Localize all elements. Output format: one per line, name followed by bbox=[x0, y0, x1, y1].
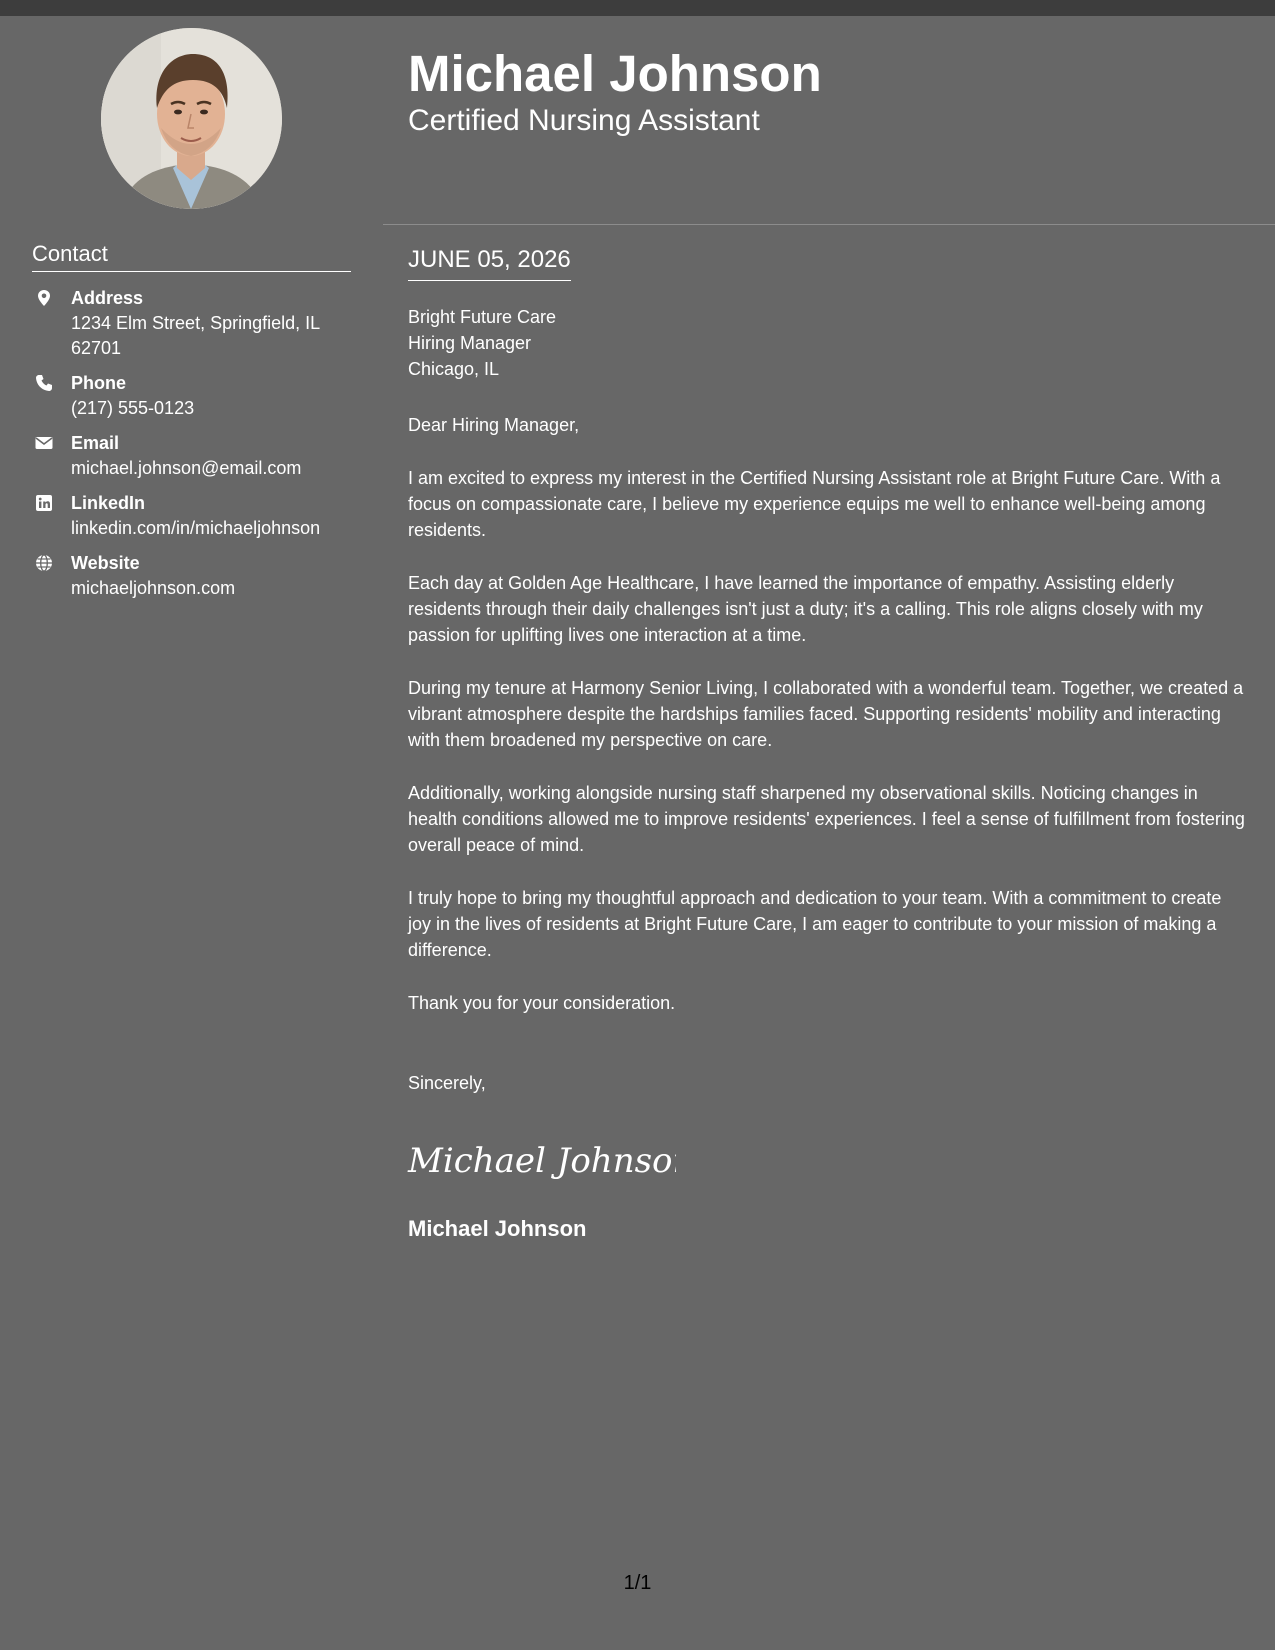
handwritten-signature bbox=[406, 1128, 676, 1190]
contact-label: LinkedIn bbox=[71, 493, 146, 513]
recipient-title: Hiring Manager bbox=[408, 333, 532, 353]
salutation: Dear Hiring Manager, bbox=[408, 415, 580, 435]
contact-heading: Contact bbox=[32, 240, 351, 272]
recipient-company: Bright Future Care bbox=[408, 307, 557, 327]
applicant-name: Michael Johnson bbox=[408, 45, 822, 102]
envelope-icon bbox=[35, 434, 53, 452]
signer-name: Michael Johnson bbox=[408, 1216, 587, 1241]
letter-body bbox=[408, 412, 1246, 1043]
body-paragraph: I am excited to express my interest in the Certified Nursing Assistant role at Bright Future Care. With a focus on compassionate care, I believe my experience equips me well to enhance well-being among residents. bbox=[408, 468, 1221, 540]
job-title: Certified Nursing Assistant bbox=[408, 104, 760, 137]
closing-line: Sincerely, bbox=[408, 1073, 486, 1093]
body-paragraph: Each day at Golden Age Healthcare, I have learned the importance of empathy. Assisting elderly residents through their daily challenges isn't just a duty; it's a calling. This role aligns closely with my passion for uplifting lives one interaction at a time. bbox=[408, 573, 1203, 645]
window-top-bar bbox=[0, 0, 1275, 16]
contact-item-address bbox=[32, 286, 362, 361]
body-paragraph: During my tenure at Harmony Senior Living, I collaborated with a wonderful team. Together, we created a vibrant atmosphere despite the hardships families faced. Supporting residents' mobility and interacting with them broadened my perspective on care. bbox=[408, 678, 1244, 750]
phone-icon bbox=[35, 374, 53, 392]
recipient-location: Chicago, IL bbox=[408, 359, 500, 379]
website-value: michaeljohnson.com bbox=[71, 578, 236, 598]
cover-letter-page bbox=[0, 16, 1275, 1650]
contact-label: Email bbox=[71, 433, 120, 453]
header-divider bbox=[383, 224, 1275, 225]
contact-item-linkedin bbox=[32, 491, 362, 541]
body-paragraph: I truly hope to bring my thoughtful approach and dedication to your team. With a commitment to create joy in the lives of residents at Bright Future Care, I am eager to contribute to your mission of making a difference. bbox=[408, 888, 1222, 960]
signature-text: Michael Johnson bbox=[408, 1141, 676, 1181]
globe-icon bbox=[35, 554, 53, 572]
linkedin-icon bbox=[35, 494, 53, 512]
location-pin-icon bbox=[35, 289, 53, 307]
letter-date: JUNE 05, 2026 bbox=[408, 244, 571, 281]
contact-list bbox=[32, 286, 362, 611]
address-value: 1234 Elm Street, Springfield, IL 62701 bbox=[71, 313, 320, 358]
email-value: michael.johnson@email.com bbox=[71, 458, 302, 478]
contact-item-email bbox=[32, 431, 362, 481]
contact-item-phone bbox=[32, 371, 362, 421]
recipient-block bbox=[408, 304, 556, 382]
linkedin-value: linkedin.com/in/michaeljohnson bbox=[71, 518, 321, 538]
page-indicator: 1/1 bbox=[623, 1572, 652, 1594]
thanks-line: Thank you for your consideration. bbox=[408, 993, 676, 1013]
body-paragraph: Additionally, working alongside nursing staff sharpened my observational skills. Noticing changes in health conditions allowed me to improve residents' experiences. I feel a sense of fulfillment from fostering overall peace of mind. bbox=[408, 783, 1245, 855]
phone-value: (217) 555-0123 bbox=[71, 398, 195, 418]
contact-item-website bbox=[32, 551, 362, 601]
contact-label: Website bbox=[71, 553, 140, 573]
contact-label: Phone bbox=[71, 373, 127, 393]
profile-photo bbox=[101, 28, 282, 209]
contact-label: Address bbox=[71, 288, 144, 308]
avatar bbox=[101, 28, 282, 209]
